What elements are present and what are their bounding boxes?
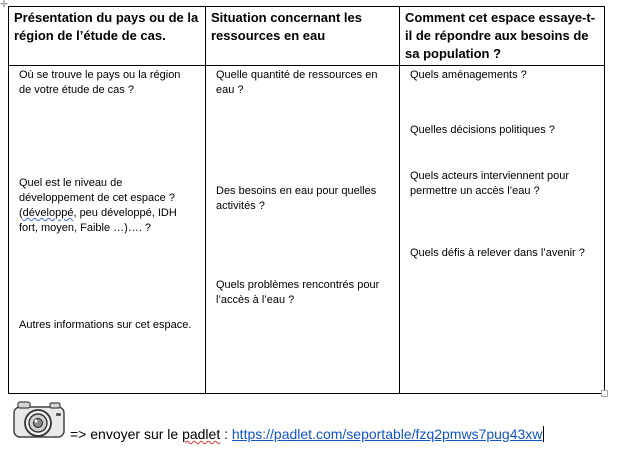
question-location: Où se trouve le pays ou la région de votre étude de cas ? [19,69,181,96]
header-population-needs[interactable]: Comment cet espace essaye-t-il de répondre aux besoins de sa population ? [400,7,605,66]
footer-instruction [12,397,612,445]
padlet-link[interactable]: https://padlet.com/seportable/fzq2pmws7pug43xw [231,426,543,442]
table-move-handle-icon[interactable]: ✢ [0,0,8,9]
cell-water-situation[interactable] [206,66,400,394]
spellcheck-flag: padlet [182,426,221,442]
table-header-row [9,7,605,66]
question-actors: Quels acteurs interviennent pour permettre un accès l’eau ? [410,170,569,197]
question-water-needs: Des besoins en eau pour quelles activités ? [216,185,377,212]
question-water-problems: Quels problèmes rencontrés pour l’accès à l’eau ? [216,279,380,306]
grammar-flag: développé [22,207,74,219]
question-future-challenges: Quels défis à relever dans l’avenir ? [410,247,585,259]
question-water-quantity: Quelle quantité de ressources en eau ? [216,69,378,96]
question-other-info: Autres informations sur cet espace. [19,319,192,331]
table-resize-handle[interactable] [601,390,608,397]
question-infrastructure: Quels aménagements ? [410,69,527,81]
header-presentation[interactable]: Présentation du pays ou de la région de l’étude de cas. [9,7,206,66]
padlet-instruction: => envoyer sur le padlet : https://padlet.com/seportable/fzq2pmws7pug43xw [70,426,543,442]
cell-presentation[interactable] [9,66,206,394]
header-water-resources[interactable]: Situation concernant les ressources en eau [206,7,400,66]
text-cursor [543,426,544,442]
cell-responses[interactable] [400,66,605,394]
case-study-table [8,6,605,394]
question-political-decisions: Quelles décisions politiques ? [410,124,555,136]
table-body-row [9,66,605,394]
question-development: Quel est le niveau de développement de cet espace ? (développé, peu développé, IDH fort, moyen, Faible …)…. ? [19,177,177,234]
camera-icon [12,397,68,441]
